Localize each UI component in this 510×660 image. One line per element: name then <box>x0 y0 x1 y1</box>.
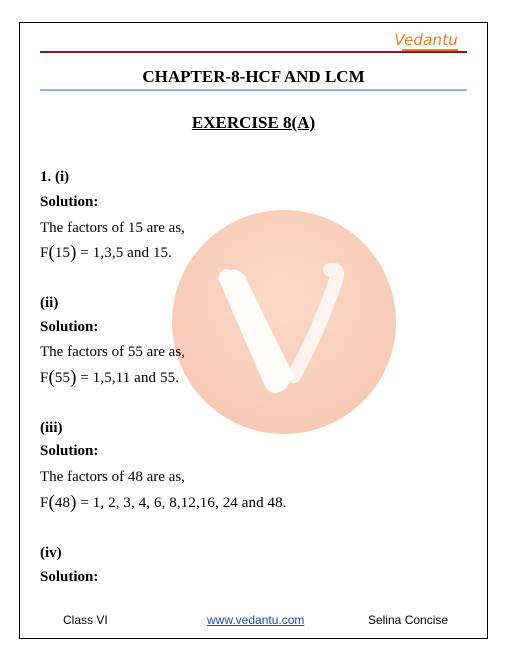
title-rule <box>40 89 467 91</box>
vedantu-watermark-logo <box>170 208 398 436</box>
factor-equation: F(55) = 1,5,11 and 55. <box>40 367 180 388</box>
solution-label: Solution: <box>40 443 99 459</box>
question-label: (iv) <box>40 545 62 561</box>
function-argument: 48 <box>54 495 71 511</box>
equation-result: = 1,5,11 and 55. <box>76 370 180 386</box>
logo-text: Vedantu <box>394 31 458 49</box>
solution-label: Solution: <box>40 569 99 585</box>
function-symbol: F <box>40 370 49 386</box>
function-argument: 55 <box>54 370 71 386</box>
question-label: 1. (i) <box>40 169 70 185</box>
solution-text: The factors of 15 are as, <box>40 220 185 236</box>
equation-result: = 1, 2, 3, 4, 6, 8,12,16, 24 and 48. <box>76 495 287 511</box>
document-page <box>19 22 488 639</box>
question-label: (iii) <box>40 420 63 436</box>
footer-class: Class VI <box>63 613 108 627</box>
footer-website-link[interactable]: www.vedantu.com <box>207 613 305 627</box>
function-symbol: F <box>40 245 49 261</box>
solution-label: Solution: <box>40 194 99 210</box>
chapter-title: CHAPTER-8-HCF AND LCM <box>142 67 365 86</box>
footer-book-name: Selina Concise <box>368 613 449 627</box>
function-symbol: F <box>40 495 49 511</box>
vedantu-logo <box>20 31 458 49</box>
header-rule <box>40 51 467 53</box>
exercise-heading: EXERCISE 8(A) <box>191 113 316 132</box>
equation-result: = 1,3,5 and 15. <box>76 245 172 261</box>
factor-equation: F(48) = 1, 2, 3, 4, 6, 8,12,16, 24 and 48. <box>40 492 287 513</box>
question-label: (ii) <box>40 295 59 311</box>
factor-equation: F(15) = 1,3,5 and 15. <box>40 242 172 263</box>
solution-text: The factors of 55 are as, <box>40 344 185 360</box>
solution-label: Solution: <box>40 319 99 335</box>
function-argument: 15 <box>54 245 71 261</box>
solution-text: The factors of 48 are as, <box>40 469 185 485</box>
